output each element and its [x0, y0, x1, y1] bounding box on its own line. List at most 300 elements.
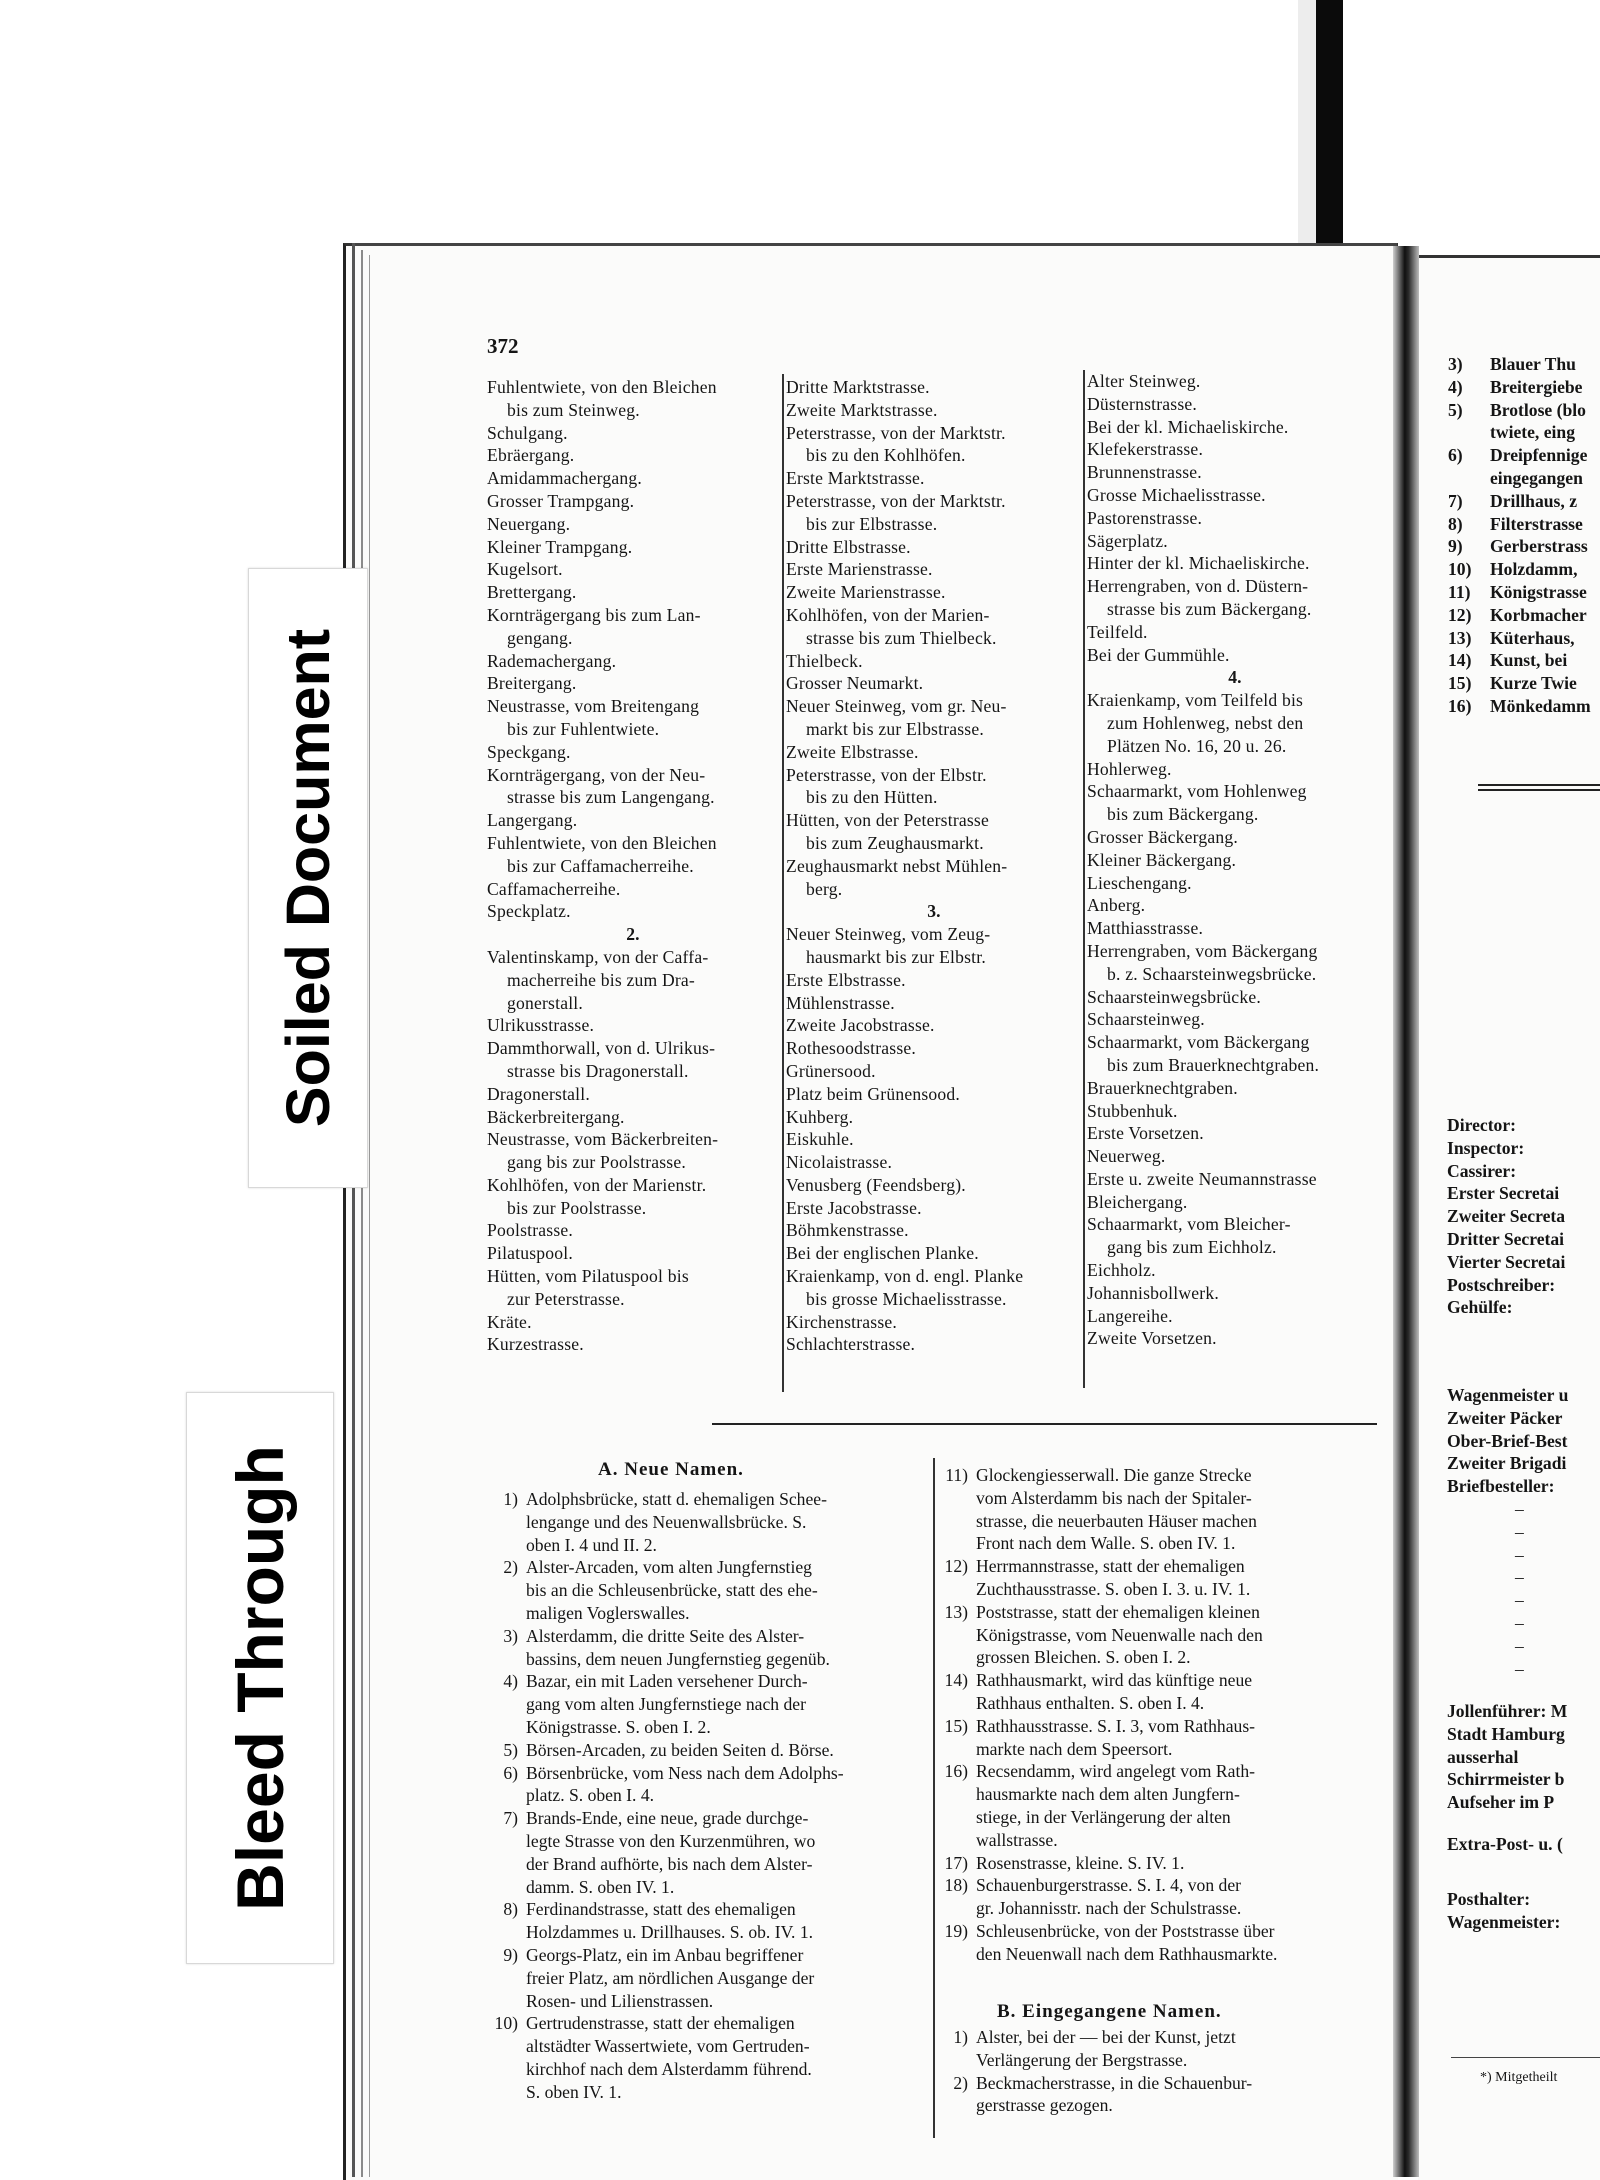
- street-entry-line: zur Peterstrasse.: [507, 1288, 625, 1309]
- list-item-line: Gertrudenstrasse, statt der ehemaligen: [526, 2013, 795, 2034]
- list-item-number: 7): [503, 1808, 518, 1829]
- street-entry-line: Langereihe.: [1087, 1305, 1173, 1326]
- list-item-number: 6): [503, 1762, 518, 1783]
- page-edge: [352, 243, 355, 2177]
- street-entry-line: Dritte Marktstrasse.: [786, 377, 930, 397]
- list-item-line: Adolphsbrücke, statt d. ehemaligen Schee-: [526, 1489, 827, 1509]
- street-entry-line: Schaarmarkt, vom Bäckergang: [1087, 1032, 1310, 1053]
- list-item-line: Alster-Arcaden, vom alten Jungfernstieg: [526, 1557, 812, 1578]
- list-item-line: Küterhaus,: [1490, 627, 1575, 648]
- list-item-line: eingegangen: [1490, 467, 1583, 488]
- list-item-line: Schauenburgerstrasse. S. I. 4, von der: [976, 1875, 1241, 1896]
- street-entry-line: Speckplatz.: [487, 901, 571, 922]
- street-entry-line: Valentinskamp, von der Caffa-: [487, 946, 709, 967]
- list-item: [930, 1464, 1277, 1555]
- left-page-top-edge: [352, 243, 1397, 246]
- list-item-line: Alster, bei der — bei der Kunst, jetzt: [976, 2027, 1236, 2047]
- list-item-number: 19): [944, 1920, 968, 1941]
- staff-title: Zweiter Päcker: [1447, 1407, 1563, 1428]
- staff-list-2: [1447, 1384, 1568, 1498]
- street-entry-line: gengang.: [507, 627, 573, 648]
- list-item-line: Recsendamm, wird angelegt vom Rath-: [976, 1761, 1255, 1782]
- street-entry-line: strasse bis zum Langengang.: [507, 787, 715, 808]
- street-entry-line: zum Hohlenweg, nebst den: [1107, 712, 1304, 733]
- bleed-through-label: Bleed Through: [223, 1445, 297, 1911]
- obsolete-names-list: [930, 2026, 1252, 2117]
- list-item: [480, 1488, 844, 1556]
- street-entry-line: bis zum Zeughausmarkt.: [806, 832, 984, 853]
- street-entry-line: Peterstrasse, von der Marktstr.: [786, 422, 1006, 443]
- list-item-line: Glockengiesserwall. Die ganze Strecke: [976, 1465, 1252, 1485]
- list-item: [480, 1807, 844, 1898]
- page-edge: [361, 250, 363, 2177]
- list-item-line: Rathhaus enthalten. S. oben I. 4.: [976, 1692, 1205, 1713]
- list-item-line: Holzdamm,: [1490, 559, 1578, 580]
- list-item: [1448, 649, 1591, 672]
- street-entry-line: Erste Elbstrasse.: [786, 969, 906, 990]
- list-item-line: Brands-Ende, eine neue, grade durchge-: [526, 1808, 809, 1829]
- right-page-list: [1448, 353, 1591, 718]
- street-entry-line: Kornträgergang bis zum Lan-: [487, 604, 701, 625]
- section-number: 3.: [927, 901, 941, 922]
- list-item: [930, 1601, 1277, 1669]
- staff-title: Zweiter Brigadi: [1447, 1453, 1567, 1474]
- column-divider: [782, 374, 784, 1392]
- street-entry-line: Matthiasstrasse.: [1087, 918, 1204, 939]
- street-entry-line: Böhmkenstrasse.: [786, 1220, 909, 1241]
- list-item-number: 11): [945, 1465, 968, 1485]
- list-item-line: maligen Voglerswalles.: [526, 1602, 690, 1623]
- street-entry-line: Hütten, vom Pilatuspool bis: [487, 1266, 689, 1287]
- list-item-number: 9): [503, 1944, 518, 1965]
- street-entry-line: Speckgang.: [487, 741, 571, 762]
- list-item-line: der Brand aufhörte, bis nach dem Alster-: [526, 1853, 813, 1874]
- staff-title: Zweiter Secreta: [1447, 1206, 1566, 1227]
- list-item-line: Ferdinandstrasse, statt des ehemaligen: [526, 1899, 796, 1920]
- street-entry-line: Grosser Trampgang.: [487, 490, 635, 511]
- street-entry-line: Langergang.: [487, 810, 578, 831]
- list-item-line: gr. Johannisstr. nach der Schulstrasse.: [976, 1898, 1242, 1919]
- list-item-line: vom Alsterdamm bis nach der Spitaler-: [976, 1487, 1252, 1508]
- street-entry-line: Fuhlentwiete, von den Bleichen: [487, 377, 717, 397]
- street-entry-line: Kraienkamp, von d. engl. Planke: [786, 1266, 1024, 1287]
- list-item: [930, 1874, 1277, 1920]
- dash-placeholder: –: [1515, 1658, 1524, 1679]
- list-item: [930, 1760, 1277, 1851]
- staff-dashes: [1447, 1498, 1524, 1680]
- list-item-line: freier Platz, am nördlichen Ausgange der: [526, 1967, 815, 1988]
- street-entry-line: Herrengraben, vom Bäckergang: [1087, 940, 1318, 961]
- new-names-list: [480, 1488, 844, 2104]
- street-entry-line: Erste Vorsetzen.: [1087, 1123, 1204, 1144]
- list-item: [930, 1669, 1277, 1715]
- street-entry-line: Venusberg (Feendsberg).: [786, 1174, 966, 1195]
- staff-title: Schirrmeister b: [1447, 1769, 1565, 1790]
- list-item-line: Drillhaus, z: [1490, 490, 1577, 511]
- list-item-number: 5): [1448, 399, 1463, 420]
- list-item: [1448, 627, 1591, 650]
- list-item-line: damm. S. oben IV. 1.: [526, 1876, 675, 1897]
- list-item-line: S. oben IV. 1.: [526, 2081, 622, 2102]
- street-entry-line: Grosse Michaelisstrasse.: [1087, 484, 1266, 505]
- street-entry-line: Kugelsort.: [487, 559, 563, 580]
- list-item-number: 1): [503, 1489, 518, 1509]
- street-entry-line: Erste Jacobstrasse.: [786, 1197, 922, 1218]
- book-gutter: [1393, 246, 1419, 2177]
- list-item-number: 3): [503, 1625, 518, 1646]
- section-a-title: A. Neue Namen.: [598, 1459, 744, 1480]
- staff-title: Wagenmeister:: [1447, 1911, 1561, 1932]
- list-item-number: 17): [944, 1852, 968, 1873]
- list-item: [1448, 581, 1591, 604]
- staff-title: Dritter Secretai: [1447, 1228, 1565, 1249]
- list-item-number: 13): [1448, 627, 1472, 648]
- street-entry-line: Hohlerweg.: [1087, 758, 1172, 779]
- street-entry-line: gang bis zum Eichholz.: [1107, 1237, 1277, 1258]
- list-item-number: 14): [944, 1670, 968, 1691]
- dash-placeholder: –: [1515, 1544, 1524, 1565]
- street-entry-line: gonerstall.: [507, 992, 583, 1013]
- street-entry-line: Eiskuhle.: [786, 1129, 854, 1150]
- street-entry-line: Dritte Elbstrasse.: [786, 536, 911, 557]
- street-entry-line: Kleiner Trampgang.: [487, 536, 633, 557]
- list-item-line: Schleusenbrücke, von der Poststrasse über: [976, 1920, 1275, 1941]
- list-item-number: 4): [1448, 376, 1463, 397]
- list-item-line: Rathhausstrasse. S. I. 3, vom Rathhaus-: [976, 1715, 1256, 1736]
- street-entry-line: Anberg.: [1087, 895, 1146, 916]
- list-item-line: strasse, die neuerbauten Häuser machen: [976, 1510, 1257, 1531]
- street-entry-line: Düsternstrasse.: [1087, 393, 1198, 414]
- soiled-document-tab: [248, 568, 368, 1188]
- list-item-line: Alsterdamm, die dritte Seite des Alster-: [526, 1625, 805, 1646]
- list-item: [480, 2012, 844, 2103]
- list-item-line: hausmarkte nach dem alten Jungfern-: [976, 1784, 1240, 1805]
- list-item-line: Mönkedamm: [1490, 695, 1591, 716]
- staff-title: Director:: [1447, 1115, 1517, 1135]
- street-entry-line: Rothesoodstrasse.: [786, 1038, 916, 1059]
- street-entry-line: Bäckerbreitergang.: [487, 1106, 625, 1127]
- list-item: [930, 1852, 1277, 1875]
- staff-title: Wagenmeister u: [1447, 1385, 1569, 1405]
- street-entry-line: Lieschengang.: [1087, 872, 1192, 893]
- street-entry-line: Schaarmarkt, vom Hohlenweg: [1087, 781, 1307, 802]
- list-item-line: legte Strasse von den Kurzenmühren, wo: [526, 1830, 816, 1851]
- list-item-line: twiete, eing: [1490, 422, 1576, 443]
- street-entry-line: Zweite Marktstrasse.: [786, 399, 938, 420]
- list-item: [1448, 513, 1591, 536]
- street-entry-line: Schulgang.: [487, 422, 568, 443]
- street-entry-line: Erste Marktstrasse.: [786, 468, 925, 489]
- staff-title: Aufseher im P: [1447, 1792, 1555, 1813]
- staff-title: Briefbesteller:: [1447, 1476, 1555, 1497]
- street-entry-line: markt bis zur Elbstrasse.: [806, 718, 984, 739]
- list-item: [1448, 604, 1591, 627]
- street-entry-line: Brettergang.: [487, 582, 577, 603]
- street-entry-line: Schaarmarkt, vom Bleicher-: [1087, 1214, 1291, 1235]
- list-item-line: platz. S. oben I. 4.: [526, 1785, 655, 1806]
- list-item: [480, 1944, 844, 2012]
- list-item-number: 18): [944, 1875, 968, 1896]
- street-entry-line: Ulrikusstrasse.: [487, 1015, 595, 1036]
- staff-title: Ober-Brief-Best: [1447, 1430, 1568, 1451]
- street-entry-line: Teilfeld.: [1087, 621, 1148, 642]
- list-item: [480, 1670, 844, 1738]
- street-entry-line: Neuer Steinweg, vom gr. Neu-: [786, 696, 1007, 717]
- street-entry-line: Ebräergang.: [487, 445, 575, 466]
- list-item: [1448, 672, 1591, 695]
- staff-list-1: [1447, 1114, 1565, 1319]
- list-item-number: 6): [1448, 445, 1463, 466]
- dash-placeholder: –: [1515, 1635, 1524, 1656]
- list-item: [480, 1625, 844, 1671]
- list-item-line: stiege, in der Verlängerung der alten: [976, 1806, 1231, 1827]
- street-entry-line: Platz beim Grünensood.: [786, 1083, 960, 1104]
- street-entry-line: Zweite Vorsetzen.: [1087, 1328, 1217, 1349]
- street-entry-line: Sägerplatz.: [1087, 530, 1168, 551]
- street-entry-line: Bei der Gummühle.: [1087, 644, 1230, 665]
- street-entry-line: bis grosse Michaelisstrasse.: [806, 1288, 1007, 1309]
- footnote-rule: [1451, 2057, 1600, 2058]
- list-item-number: 3): [1448, 354, 1463, 374]
- list-item-number: 16): [1448, 695, 1472, 716]
- street-entry-line: Herrengraben, von d. Düstern-: [1087, 576, 1309, 597]
- list-item-line: Zuchthausstrasse. S. oben I. 3. u. IV. 1.: [976, 1578, 1251, 1599]
- street-entry-line: bis zum Brauerknechtgraben.: [1107, 1054, 1320, 1075]
- staff-title: Erster Secretai: [1447, 1183, 1560, 1204]
- double-rule: [1478, 789, 1600, 791]
- street-entry-line: Brauerknechtgraben.: [1087, 1077, 1238, 1098]
- list-item: [1448, 490, 1591, 513]
- list-item-number: 4): [503, 1671, 518, 1692]
- list-item: [1448, 467, 1591, 490]
- list-item: [480, 1898, 844, 1944]
- street-entry-line: Amidammachergang.: [487, 468, 643, 489]
- street-entry-line: bis zu den Hütten.: [806, 787, 938, 808]
- street-entry-line: Hütten, von der Peterstrasse: [786, 810, 989, 831]
- list-item-number: 2): [953, 2072, 968, 2093]
- street-entry-line: Eichholz.: [1087, 1260, 1156, 1281]
- list-item-number: 12): [944, 1556, 968, 1577]
- street-entry-line: bis zum Bäckergang.: [1107, 804, 1259, 825]
- list-item: [1448, 353, 1591, 376]
- list-item: [930, 1920, 1277, 1966]
- staff-title: Postschreiber:: [1447, 1274, 1556, 1295]
- staff-title: Inspector:: [1447, 1137, 1525, 1158]
- street-entry-line: strasse bis Dragonerstall.: [507, 1060, 689, 1081]
- list-item-line: gang vom alten Jungfernstiege nach der: [526, 1694, 806, 1715]
- street-entry-line: Erste Marienstrasse.: [786, 559, 933, 580]
- list-item: [480, 1762, 844, 1808]
- street-entry-line: Plätzen No. 16, 20 u. 26.: [1107, 735, 1287, 756]
- section-number: 4.: [1228, 667, 1242, 688]
- street-entry-line: Neustrasse, vom Breitengang: [487, 696, 700, 717]
- list-item-line: Dreipfennige: [1490, 445, 1588, 466]
- street-entry-line: Zweite Jacobstrasse.: [786, 1015, 935, 1036]
- list-item: [1448, 399, 1591, 422]
- section-number: 2.: [626, 924, 640, 945]
- extra-post-line: Extra-Post- u. (: [1447, 1834, 1563, 1854]
- list-item-line: Rosen- und Lilienstrassen.: [526, 1990, 714, 2011]
- street-entry-line: Erste u. zweite Neumannstrasse: [1087, 1168, 1317, 1189]
- street-entry-line: Grünersood.: [786, 1060, 876, 1081]
- list-item-line: Rosenstrasse, kleine. S. IV. 1.: [976, 1852, 1185, 1873]
- footnote: *) Mitgetheilt: [1480, 2070, 1558, 2085]
- list-item-number: 10): [1448, 559, 1472, 580]
- staff-list-4: [1447, 1888, 1560, 1934]
- list-item-line: kirchhof nach dem Alsterdamm führend.: [526, 2058, 812, 2079]
- street-entry-line: bis zur Poolstrasse.: [507, 1197, 647, 1218]
- list-item-line: altstädter Wassertwiete, vom Gertruden-: [526, 2036, 810, 2057]
- list-item-line: Kunst, bei: [1490, 650, 1568, 671]
- street-entry-line: Bei der kl. Michaeliskirche.: [1087, 416, 1289, 437]
- list-item-line: bis an die Schleusenbrücke, statt des ehe-: [526, 1580, 818, 1601]
- street-entry-line: Kirchenstrasse.: [786, 1311, 897, 1332]
- street-entry-line: Peterstrasse, von der Elbstr.: [786, 764, 987, 785]
- list-item-number: 8): [503, 1899, 518, 1920]
- dash-placeholder: –: [1515, 1521, 1524, 1542]
- list-item: [1448, 695, 1591, 718]
- list-item: [1448, 421, 1591, 444]
- list-item-line: Bazar, ein mit Laden versehener Durch-: [526, 1671, 808, 1692]
- street-entry-line: hausmarkt bis zur Elbstr.: [806, 946, 986, 967]
- street-entry-line: Kohlhöfen, von der Marienstr.: [487, 1174, 707, 1195]
- street-entry-line: Schlachterstrasse.: [786, 1334, 916, 1355]
- soiled-document-label: Soiled Document: [274, 628, 342, 1128]
- staff-title: Gehülfe:: [1447, 1297, 1513, 1318]
- list-item-line: Blauer Thu: [1490, 354, 1576, 374]
- list-item-line: Börsen-Arcaden, zu beiden Seiten d. Börse.: [526, 1739, 834, 1760]
- list-item-line: Verlängerung der Bergstrasse.: [976, 2049, 1188, 2070]
- list-item-line: Rathhausmarkt, wird das künftige neue: [976, 1670, 1253, 1691]
- list-item-line: lengange und des Neuenwallsbrücke. S.: [526, 1511, 807, 1532]
- list-item-line: Gerberstrass: [1490, 536, 1588, 557]
- list-item-line: Filterstrasse: [1490, 513, 1583, 534]
- street-entry-line: bis zur Elbstrasse.: [806, 513, 938, 534]
- street-entry-line: Dammthorwall, von d. Ulrikus-: [487, 1038, 716, 1059]
- list-item-number: 13): [944, 1601, 968, 1622]
- street-entry-line: strasse bis zum Thielbeck.: [806, 627, 997, 648]
- street-entry-line: bis zum Steinweg.: [507, 399, 640, 420]
- list-item-line: Königstrasse, vom Neuenwalle nach den: [976, 1624, 1263, 1645]
- list-item: [930, 1555, 1277, 1601]
- list-item: [1448, 535, 1591, 558]
- list-item-line: Breitergiebe: [1490, 376, 1583, 397]
- street-column-3: [1087, 370, 1383, 1350]
- street-entry-line: Pastorenstrasse.: [1087, 507, 1203, 528]
- list-item-number: [1448, 421, 1490, 444]
- staff-title: Stadt Hamburg: [1447, 1723, 1565, 1744]
- list-item-line: Brotlose (blo: [1490, 399, 1586, 420]
- list-item: [930, 2072, 1252, 2118]
- street-entry-line: Kraienkamp, vom Teilfeld bis: [1087, 690, 1304, 711]
- street-entry-line: Kräte.: [487, 1311, 532, 1332]
- dash-placeholder: –: [1515, 1612, 1524, 1633]
- street-entry-line: Dragonerstall.: [487, 1083, 590, 1104]
- street-entry-line: Zweite Elbstrasse.: [786, 741, 919, 762]
- staff-title: Vierter Secretai: [1447, 1251, 1566, 1272]
- list-item: [480, 1556, 844, 1624]
- section-b-title: B. Eingegangene Namen.: [997, 2001, 1222, 2022]
- double-rule: [1478, 784, 1600, 786]
- list-item-line: Front nach dem Walle. S. oben IV. 1.: [976, 1533, 1236, 1554]
- street-entry-line: Neustrasse, vom Bäckerbreiten-: [487, 1129, 719, 1150]
- street-entry-line: Fuhlentwiete, von den Bleichen: [487, 832, 717, 853]
- street-entry-line: Stubbenhuk.: [1087, 1100, 1178, 1121]
- list-item-number: 16): [944, 1761, 968, 1782]
- page-number: 372: [487, 334, 519, 358]
- list-item: [930, 2026, 1252, 2072]
- street-entry-line: Bleichergang.: [1087, 1191, 1188, 1212]
- list-item-number: 10): [494, 2013, 518, 2034]
- list-item: [930, 1715, 1277, 1761]
- column-divider: [1083, 370, 1085, 1388]
- street-entry-line: Mühlenstrasse.: [786, 992, 895, 1013]
- street-entry-line: Neuer Steinweg, vom Zeug-: [786, 924, 991, 945]
- staff-title: ausserhal: [1447, 1746, 1519, 1767]
- list-item-line: wallstrasse.: [976, 1829, 1058, 1850]
- list-item-line: markte nach dem Speersort.: [976, 1738, 1173, 1759]
- list-item-line: gerstrasse gezogen.: [976, 2095, 1113, 2116]
- street-entry-line: Kurzestrasse.: [487, 1334, 584, 1355]
- street-entry-line: macherreihe bis zum Dra-: [507, 969, 695, 990]
- list-item-line: Königstrasse: [1490, 581, 1587, 602]
- street-entry-line: Kuhberg.: [786, 1106, 854, 1127]
- dash-placeholder: –: [1515, 1590, 1524, 1611]
- list-item-number: 14): [1448, 650, 1472, 671]
- street-entry-line: Grosser Bäckergang.: [1087, 826, 1239, 847]
- staff-title: Posthalter:: [1447, 1889, 1531, 1909]
- scan-edge-bar: [1316, 0, 1343, 255]
- street-entry-line: Grosser Neumarkt.: [786, 673, 924, 694]
- street-entry-line: Rademachergang.: [487, 650, 617, 671]
- list-item-line: Beckmacherstrasse, in die Schauenbur-: [976, 2072, 1253, 2093]
- street-entry-line: Kornträgergang, von der Neu-: [487, 764, 706, 785]
- new-names-list-continued: [930, 1464, 1277, 1966]
- street-entry-line: Poolstrasse.: [487, 1220, 573, 1241]
- street-entry-line: Neuerweg.: [1087, 1146, 1166, 1167]
- street-entry-line: Johannisbollwerk.: [1087, 1282, 1219, 1303]
- list-item-number: 8): [1448, 513, 1463, 534]
- street-entry-line: Kohlhöfen, von der Marien-: [786, 604, 990, 625]
- street-entry-line: Thielbeck.: [786, 650, 863, 671]
- street-entry-line: Alter Steinweg.: [1087, 371, 1201, 391]
- street-entry-line: berg.: [806, 878, 843, 899]
- list-item-number: [1448, 467, 1490, 490]
- list-item-line: grossen Bleichen. S. oben I. 2.: [976, 1647, 1191, 1668]
- street-entry-line: gang bis zur Poolstrasse.: [507, 1152, 686, 1173]
- street-column-1: [487, 376, 779, 1356]
- street-entry-line: Kleiner Bäckergang.: [1087, 849, 1237, 870]
- street-entry-line: Breitergang.: [487, 673, 577, 694]
- street-entry-line: Hinter der kl. Michaeliskirche.: [1087, 553, 1310, 574]
- list-item-line: Königstrasse. S. oben I. 2.: [526, 1716, 711, 1737]
- list-item: [480, 1739, 844, 1762]
- list-item-number: 12): [1448, 604, 1472, 625]
- list-item-line: Poststrasse, statt der ehemaligen kleinen: [976, 1601, 1260, 1622]
- list-item-line: Kurze Twie: [1490, 673, 1577, 694]
- street-entry-line: Peterstrasse, von der Marktstr.: [786, 490, 1006, 511]
- list-item-line: den Neuenwall nach dem Rathhausmarkte.: [976, 1943, 1278, 1964]
- dash-placeholder: –: [1515, 1499, 1524, 1519]
- street-entry-line: Caffamacherreihe.: [487, 878, 621, 899]
- street-entry-line: Brunnenstrasse.: [1087, 462, 1202, 483]
- bleed-through-tab: [186, 1392, 334, 1964]
- street-entry-line: Nicolaistrasse.: [786, 1152, 893, 1173]
- list-item-line: Georgs-Platz, ein im Anbau begriffener: [526, 1944, 804, 1965]
- street-entry-line: Klefekerstrasse.: [1087, 439, 1204, 460]
- list-item: [1448, 558, 1591, 581]
- staff-list-3: [1447, 1700, 1567, 1814]
